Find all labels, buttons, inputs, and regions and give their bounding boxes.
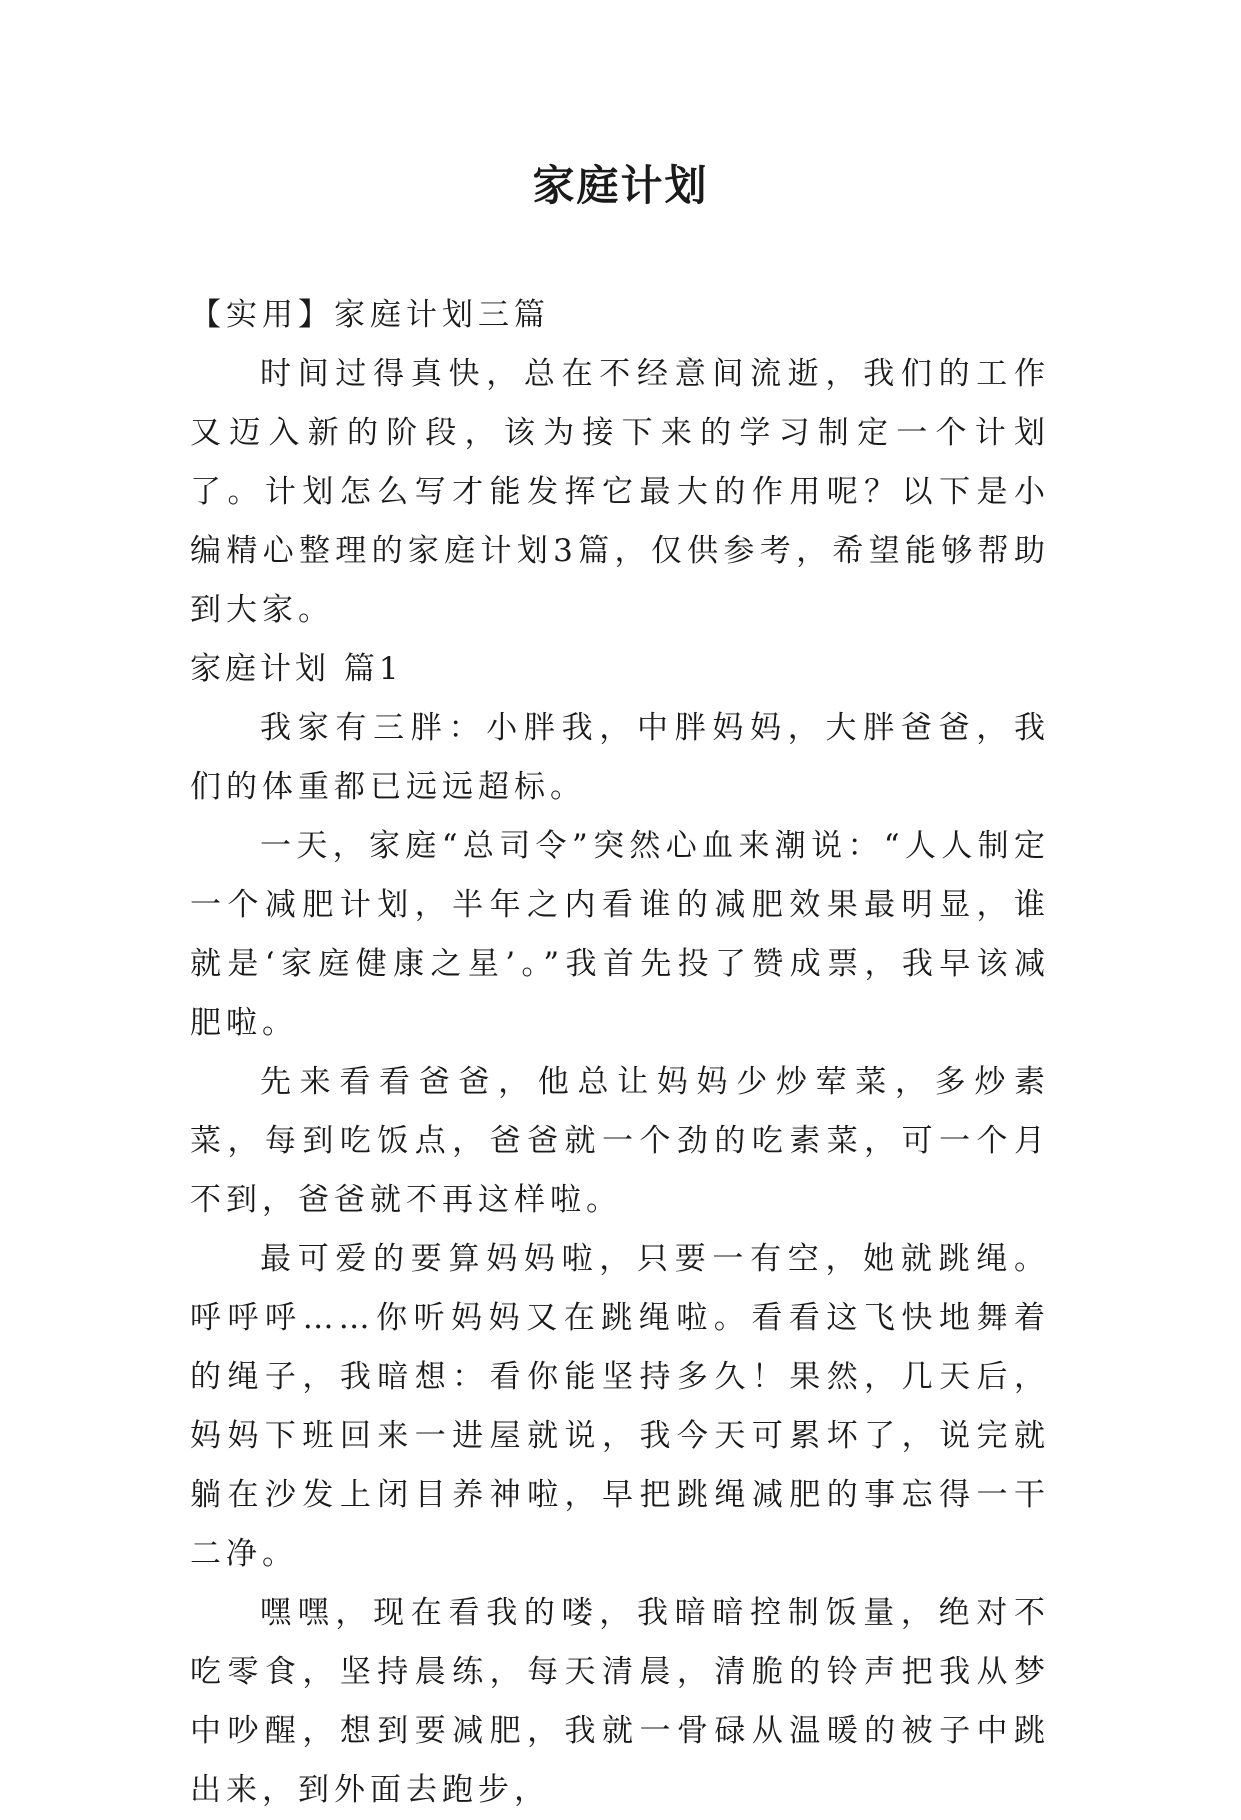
document-body bbox=[190, 286, 1050, 1820]
body-paragraph: 嘿嘿，现在看我的喽，我暗暗控制饭量，绝对不吃零食，坚持晨练，每天清晨，清脆的铃声把我从梦中吵醒，想到要减肥，我就一骨碌从温暖的被子中跳出来，到外面去跑步， bbox=[190, 1595, 1050, 1808]
document-title: 家庭计划 bbox=[532, 161, 709, 210]
body-paragraph: 一天，家庭“总司令”突然心血来潮说：“人人制定一个减肥计划，半年之内看谁的减肥效果最明显，谁就是‘家庭健康之星’。”我首先投了赞成票，我早该减肥啦。 bbox=[190, 828, 1050, 1041]
section-heading: 家庭计划 篇1 bbox=[190, 651, 403, 687]
document-subtitle: 【实用】家庭计划三篇 bbox=[190, 297, 550, 333]
body-paragraph: 最可爱的要算妈妈啦，只要一有空，她就跳绳。呼呼呼……你听妈妈又在跳绳啦。看看这飞快地舞着的绳子，我暗想：看你能坚持多久！果然，几天后，妈妈下班回来一进屋就说，我今天可累坏了，说完就躺在沙发上闭目养神啦，早把跳绳减肥的事忘得一干二净。 bbox=[190, 1241, 1050, 1572]
body-paragraph: 我家有三胖：小胖我，中胖妈妈，大胖爸爸，我们的体重都已远远超标。 bbox=[190, 710, 1050, 805]
intro-paragraph: 时间过得真快，总在不经意间流逝，我们的工作又迈入新的阶段，该为接下来的学习制定一个计划了。计划怎么写才能发挥它最大的作用呢？以下是小编精心整理的家庭计划3篇，仅供参考，希望能够帮助到大家。 bbox=[190, 356, 1050, 628]
body-paragraph: 先来看看爸爸，他总让妈妈少炒荤菜，多炒素菜，每到吃饭点，爸爸就一个劲的吃素菜，可一个月不到，爸爸就不再这样啦。 bbox=[190, 1064, 1050, 1218]
